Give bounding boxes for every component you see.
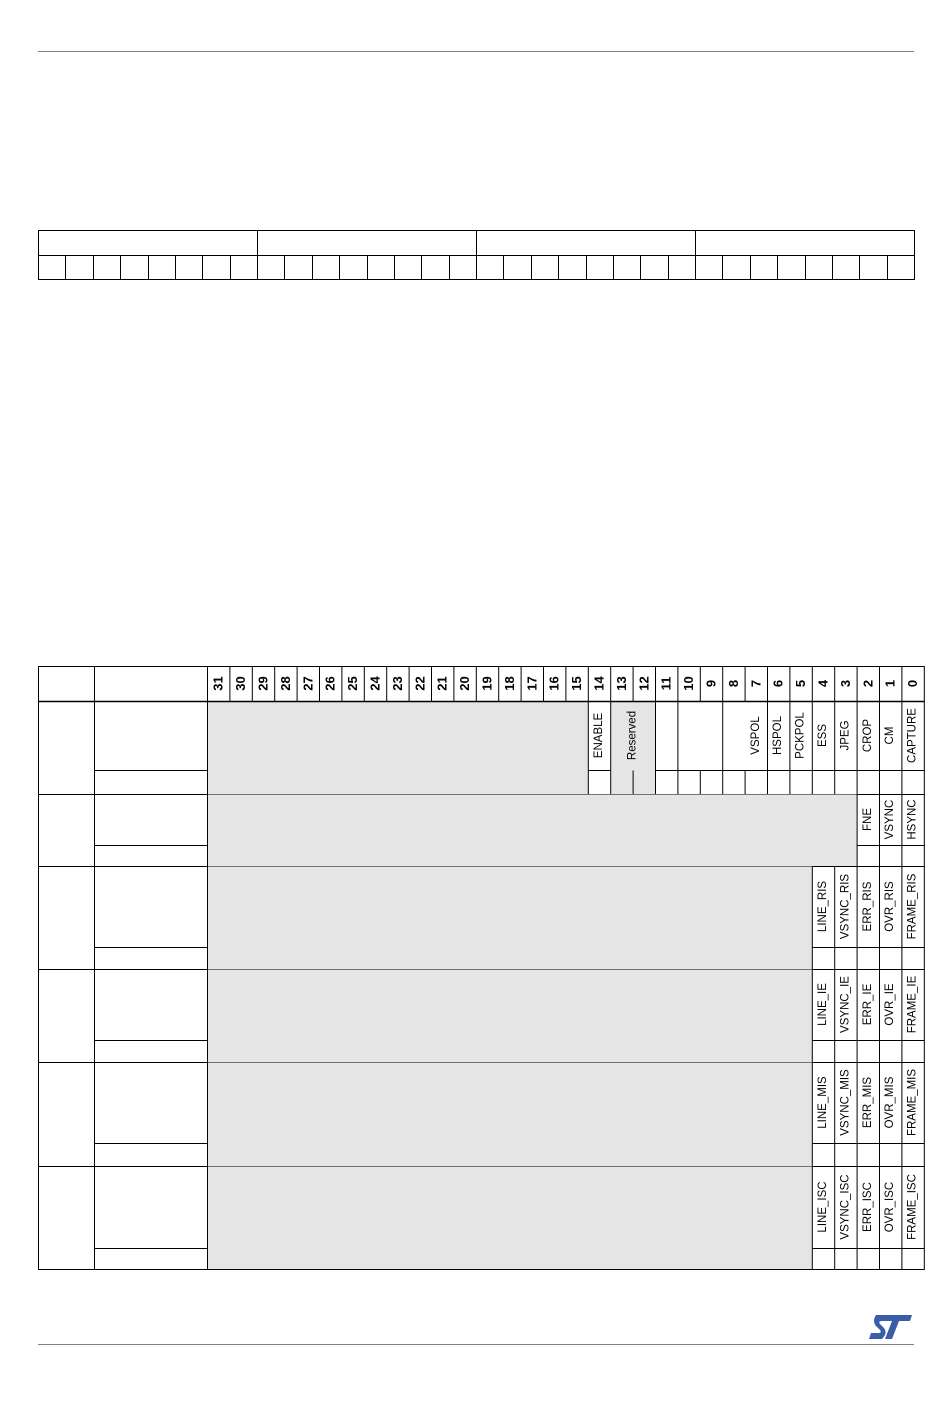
- footer-rule: [38, 1344, 914, 1345]
- field-label: FRAME_ISC: [906, 1174, 919, 1240]
- bit-number-label: 18: [501, 676, 517, 691]
- register-bit-table-empty: [38, 230, 915, 280]
- field-label: Reserved: [626, 710, 639, 761]
- field-label: ERR_ISC: [861, 1182, 874, 1232]
- header-rule: [38, 51, 914, 52]
- field-label: LINE_ISC: [817, 1181, 829, 1233]
- bit-number-label: 10: [681, 676, 697, 691]
- reserved-area: [208, 970, 813, 1063]
- bit-number-label: 17: [524, 676, 540, 691]
- register-map-table: [38, 666, 921, 1272]
- bit-number-label: 16: [546, 676, 562, 691]
- field-label: OVR_MIS: [884, 1076, 897, 1129]
- reserved-area: [208, 795, 858, 867]
- field-label: JPEG: [839, 720, 852, 751]
- field-label: HSPOL: [772, 716, 785, 755]
- field-label: LINE_IE: [817, 983, 829, 1026]
- bit-number-label: 4: [815, 679, 831, 688]
- bit-number-label: 29: [255, 676, 271, 691]
- bit-number-label: 8: [725, 679, 741, 688]
- field-label: VSPOL: [749, 716, 762, 755]
- field-label: HSYNC: [906, 799, 919, 840]
- field-label: ERR_IE: [861, 983, 874, 1026]
- field-label: FRAME_MIS: [906, 1068, 919, 1137]
- bit-number-label: 30: [233, 676, 249, 691]
- bit-number-label: 5: [793, 679, 809, 688]
- st-logo-icon: [868, 1313, 914, 1341]
- field-label: ERR_RIS: [861, 881, 874, 932]
- bit-number-label: 26: [322, 676, 338, 691]
- bit-number-label: 19: [479, 676, 495, 691]
- bit-number-label: 14: [591, 676, 607, 691]
- bit-number-label: 15: [569, 676, 585, 691]
- field-label: ENABLE: [593, 712, 605, 759]
- bit-number-label: 13: [613, 676, 629, 691]
- bit-number-label: 12: [636, 676, 652, 691]
- bit-number-label: 7: [748, 679, 764, 688]
- field-label: ESS: [817, 723, 829, 748]
- field-label: OVR_ISC: [884, 1181, 897, 1233]
- field-label: LINE_MIS: [817, 1076, 829, 1129]
- field-label: CAPTURE: [906, 708, 919, 763]
- bit-number-label: 24: [367, 676, 383, 691]
- reserved-area: [208, 1167, 813, 1270]
- field-label: VSYNC_IE: [839, 976, 852, 1033]
- field-label: CM: [884, 726, 897, 745]
- bit-number-label: 9: [703, 679, 719, 688]
- bit-number-label: 23: [389, 676, 405, 691]
- bit-number-label: 6: [770, 679, 786, 688]
- bit-number-label: 2: [860, 679, 876, 688]
- field-label: VSYNC: [884, 799, 897, 840]
- bit-number-label: 27: [300, 676, 316, 691]
- reserved-area: [208, 1063, 813, 1167]
- field-label: CROP: [861, 718, 874, 753]
- field-label: LINE_RIS: [817, 880, 829, 933]
- bit-number-label: 28: [277, 676, 293, 691]
- field-label: VSYNC_MIS: [839, 1069, 852, 1136]
- bit-number-label: 31: [210, 676, 226, 691]
- bit-number-label: 3: [837, 679, 853, 688]
- bit-number-label: 25: [345, 676, 361, 691]
- field-label: OVR_IE: [884, 983, 897, 1026]
- bit-number-label: 11: [658, 676, 674, 691]
- field-label: FRAME_RIS: [906, 873, 919, 940]
- bit-number-label: 0: [905, 679, 921, 688]
- bit-number-label: 20: [457, 676, 473, 691]
- bit-number-label: 1: [882, 679, 898, 688]
- bit-number-label: 22: [412, 676, 428, 691]
- reserved-area: [208, 867, 813, 970]
- field-label: VSYNC_ISC: [839, 1174, 852, 1240]
- reserved-area: [208, 702, 589, 795]
- field-label: FNE: [861, 808, 874, 831]
- field-label: ERR_MIS: [861, 1076, 874, 1129]
- field-label: OVR_RIS: [884, 881, 897, 932]
- field-label: VSYNC_RIS: [839, 873, 852, 940]
- bit-number-label: 21: [434, 676, 450, 691]
- field-label: PCKPOL: [794, 712, 807, 759]
- field-label: FRAME_IE: [906, 975, 919, 1034]
